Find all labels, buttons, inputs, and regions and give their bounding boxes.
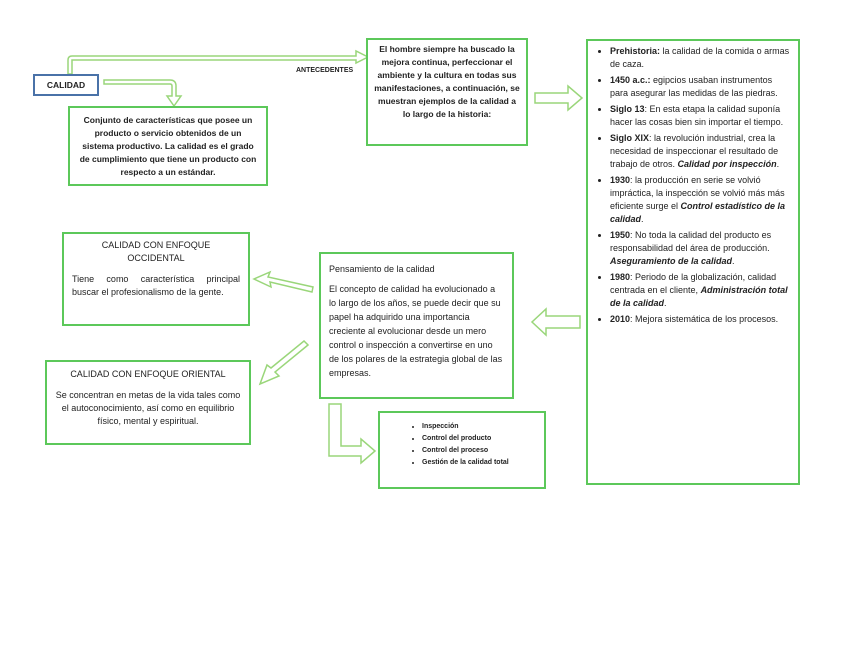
definition-box (68, 106, 268, 186)
history-intro-text: El hombre siempre ha buscado la mejora continua, perfeccionar el ambiente y la cultura en todas sus manifestaciones, a continuación, se muestran ejemplos de la calidad a lo largo de la historia: (374, 44, 520, 119)
timeline-item: • Siglo 13: En esta etapa la calidad suponía hacer las cosas bien sin importar el tiempo. (610, 103, 790, 129)
arrow-hombre-to-timeline (535, 86, 582, 110)
oriental-title: CALIDAD CON ENFOQUE ORIENTAL (70, 369, 226, 379)
oriental-body: Se concentran en metas de la vida tales como el autoconocimiento, así como en equilibrio físico, mental y espiritual. (55, 390, 241, 426)
quality-stages-list (408, 421, 538, 469)
occidental-box (62, 232, 250, 326)
timeline-item: • 1930: la producción en serie se volvió impráctica, la inspección se volvió más más eficiente surge el Control estadístico de la calidad. (610, 174, 790, 226)
timeline-item: • Siglo XIX: la revolución industrial, crea la necesidad de inspeccionar el resultado de trabajo de otros. Calidad por inspección. (610, 132, 790, 171)
antecedentes-label: ANTECEDENTES (296, 67, 354, 74)
oriental-box (45, 360, 251, 445)
history-intro-box (366, 38, 528, 146)
definition-text: Conjunto de características que posee un producto o servicio obtenidos de un sistema productivo. La calidad es el grado de cumplimiento que tiene un producto con respecto a un estándar. (79, 115, 257, 177)
arrow-calidad-to-definition (104, 80, 181, 106)
calidad-label: CALIDAD (46, 80, 86, 90)
arrow-timeline-to-pensamiento (532, 309, 580, 335)
timeline-item: • 1450 a.c.: egipcios usaban instrumentos para asegurar las medidas de las piedras. (610, 74, 790, 100)
timeline-item: • 1950: No toda la calidad del producto es responsabilidad del área de producción. Aseguramiento de la calidad. (610, 229, 790, 268)
arrow-pensamiento-to-occidental (254, 272, 313, 292)
occidental-body: Tiene como característica principal buscar el profesionalismo de la gente. (72, 274, 240, 297)
pensamiento-box (319, 252, 514, 399)
timeline-box (586, 39, 800, 485)
occidental-title: CALIDAD CON ENFOQUE OCCIDENTAL (101, 240, 211, 263)
timeline-item: • 1980: Periodo de la globalización, calidad centrada en el cliente, Administración total de la calidad. (610, 271, 790, 310)
arrow-pensamiento-to-oriental (260, 341, 308, 384)
list-item: • Control del producto (422, 433, 538, 445)
timeline-list (592, 45, 790, 326)
timeline-item: • Prehistoria: la calidad de la comida o armas de caza. (610, 45, 790, 71)
quality-stages-box (378, 411, 546, 489)
pensamiento-title: Pensamiento de la calidad (329, 264, 435, 274)
timeline-item: • 2010: Mejora sistemática de los procesos. (610, 313, 790, 326)
list-item: • Inspección (422, 421, 538, 433)
calidad-node (33, 74, 99, 96)
list-item: • Gestión de la calidad total (422, 457, 538, 469)
list-item: • Control del proceso (422, 445, 538, 457)
pensamiento-body: El concepto de calidad ha evolucionado a lo largo de los años, se puede decir que su papel ha adquirido una importancia creciente al evolucionar desde un mero control o inspección a convertirse en uno de los polares de la estrategia global de las empresas. (329, 284, 503, 378)
arrow-pensamiento-to-list (329, 404, 375, 463)
